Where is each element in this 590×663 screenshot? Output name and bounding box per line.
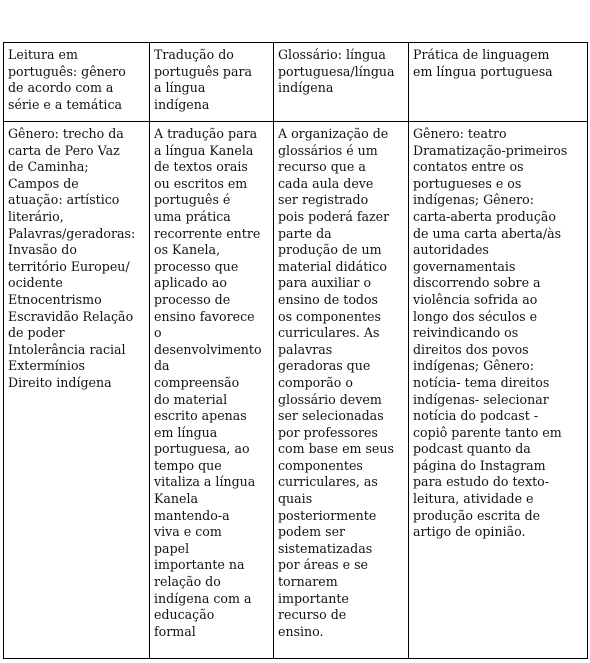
- header-language-practice: Prática de linguagem em língua portuguesa: [409, 43, 588, 122]
- cell-language-practice: Gênero: teatro Dramatização-primeiros contatos entre os portugueses e os indígenas; Gênero: carta-aberta produção de uma carta aberta/às autoridades governamentais discorrendo sobre a violência sofrida ao longo dos séculos e reivindicando os direitos dos povos indígenas; Gênero: notícia- tema direitos indígenas- selecionar notícia do podcast - copiô parente tanto em podcast quanto da página do Instagram para estudo do texto- leitura, atividade e produção escrita de artigo de opinião.: [409, 122, 588, 659]
- cell-glossary: A organização de glossários é um recurso que a cada aula deve ser registrado pois poderá fazer parte da produção de um material didático para auxiliar o ensino de todos os componentes curriculares. As palavras geradoras que comporão o glossário devem ser selecionadas por professores com base em seus componentes curriculares, as quais posteriormente podem ser sistematizadas por áreas e se tornarem importante recurso de ensino.: [274, 122, 409, 659]
- header-glossary: Glossário: língua portuguesa/língua indígena: [274, 43, 409, 122]
- header-reading-genre: Leitura em português: gênero de acordo com a série e a temática: [4, 43, 150, 122]
- curriculum-table: [3, 42, 588, 659]
- table-row: [4, 122, 588, 659]
- table-header-row: [4, 43, 588, 122]
- cell-reading-genre: Gênero: trecho da carta de Pero Vaz de Caminha; Campos de atuação: artístico literário, Palavras/geradoras: Invasão do território Europeu/ ocidente Etnocentrismo Escravidão Relação de poder Intolerância racial Extermínios Direito indígena: [4, 122, 150, 659]
- header-translation: Tradução do português para a língua indígena: [150, 43, 274, 122]
- cell-translation: A tradução para a língua Kanela de textos orais ou escritos em português é uma prática recorrente entre os Kanela, processo que aplicado ao processo de ensino favorece o desenvolvimento da compreensão do material escrito apenas em língua portuguesa, ao tempo que vitaliza a língua Kanela mantendo-a viva e com papel importante na relação do indígena com a educação formal: [150, 122, 274, 659]
